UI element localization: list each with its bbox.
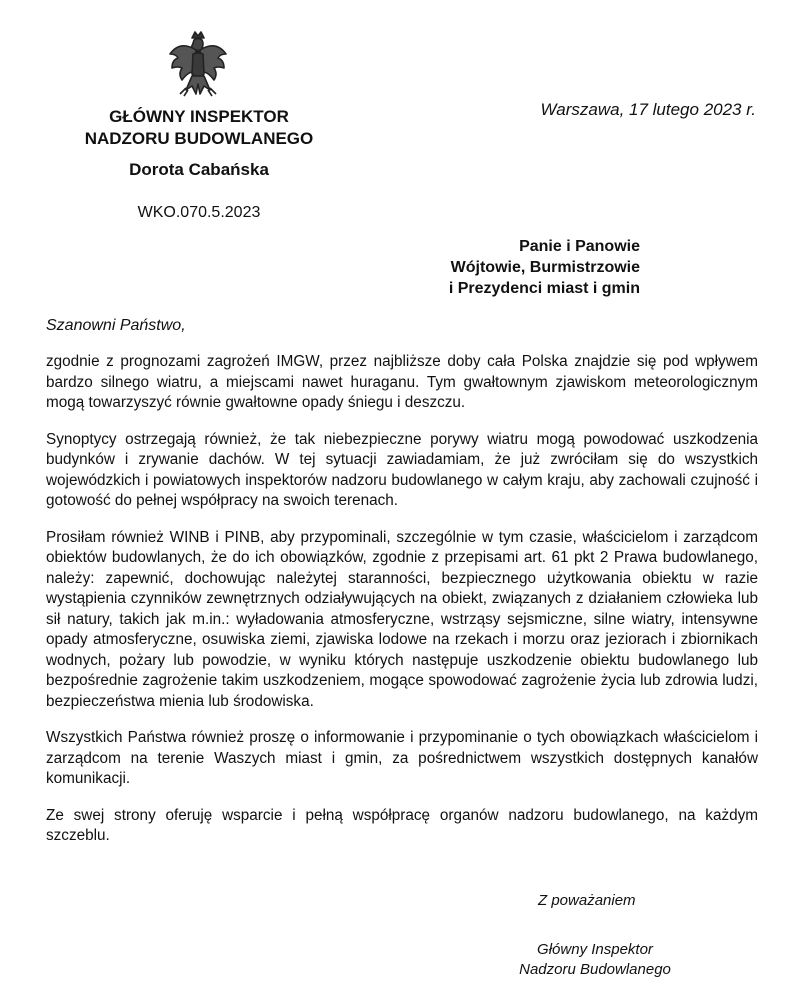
salutation: Szanowni Państwo, (46, 317, 186, 334)
body-paragraph: Wszystkich Państwa również proszę o informowanie i przypominanie o tych obowiązkach właścicielom i zarządcom na terenie Waszych miast i gmin, za pośrednictwem wszystkich dostępnych kanałów komunikacji. (46, 729, 758, 787)
body-paragraph: zgodnie z prognozami zagrożeń IMGW, przez najbliższe doby cała Polska znajdzie się pod wpływem bardzo silnego wiatru, a miejscami nawet huraganu. Tym gwałtownym zjawiskom meteorologicznym mogą towarzyszyć równie gwałtowne opady śniegu i deszczu. (46, 353, 758, 411)
addressee-line: Wójtowie, Burmistrzowie (450, 259, 640, 276)
signature-line-2: Nadzoru Budowlanego (519, 961, 671, 978)
body-paragraph: Ze swej strony oferuję wsparcie i pełną współpracę organów nadzoru budowlanego, na każdym szczeblu. (46, 806, 758, 844)
closing: Z poważaniem (538, 892, 636, 909)
addressee-line: Panie i Panowie (519, 238, 640, 255)
organization-name (60, 106, 338, 150)
body-paragraph: Synoptycy ostrzegają również, że tak niebezpieczne porywy wiatru mogą powodować uszkodzenia budynków i zrywanie dachów. W tej sytuacji zawiadamiam, że już zwróciłam się do wszystkich wojewódzkich i powiatowych inspektorów nadzoru budowlanego w całym kraju, aby zachowali czujność i gotowość do pełnej współpracy na swoich terenach. (46, 430, 758, 509)
body-paragraph: Prosiłam również WINB i PINB, aby przypominali, szczególnie w tym czasie, właścicielom i zarządcom obiektów budowlanych, że do ich obowiązków, zgodnie z przepisami art. 61 pkt 2 Prawa budowlanego, należy: zapewnić, dochowując należytej staranności, bezpiecznego użytkowania obiektu w razie wystąpienia czynników zewnętrznych odziaływujących na obiekt, związanych z działaniem człowieka lub sił natury, takich jak m.in.: wyładowania atmosferyczne, wstrząsy sejsmiczne, silne wiatry, intensywne opady atmosferyczne, osuwiska ziemi, zjawiska lodowe na rzekach i morzu oraz jeziorach i zbiornikach wodnych, pożary lub powodzie, w wyniku których następuje uszkodzenie obiektu budowlanego lub bezpośrednie zagrożenie takim uszkodzeniem, mogące spowodować zagrożenie życia lub zdrowia ludzi, bezpieczeństwa mienia lub środowiska. (46, 528, 758, 710)
addressees (420, 236, 640, 299)
organization-line-1: GŁÓWNY INSPEKTOR (109, 107, 289, 126)
signature-line-1: Główny Inspektor (537, 941, 653, 958)
letter-body (46, 352, 758, 863)
addressee-line: i Prezydenci miast i gmin (448, 280, 640, 297)
signature-block (500, 940, 690, 980)
polish-eagle-icon (166, 28, 230, 100)
organization-line-2: NADZORU BUDOWLANEGO (84, 129, 314, 148)
reference-number: WKO.070.5.2023 (137, 204, 261, 221)
sender-name: Dorota Cabańska (129, 160, 269, 179)
letter-date: Warszawa, 17 lutego 2023 r. (540, 100, 756, 119)
